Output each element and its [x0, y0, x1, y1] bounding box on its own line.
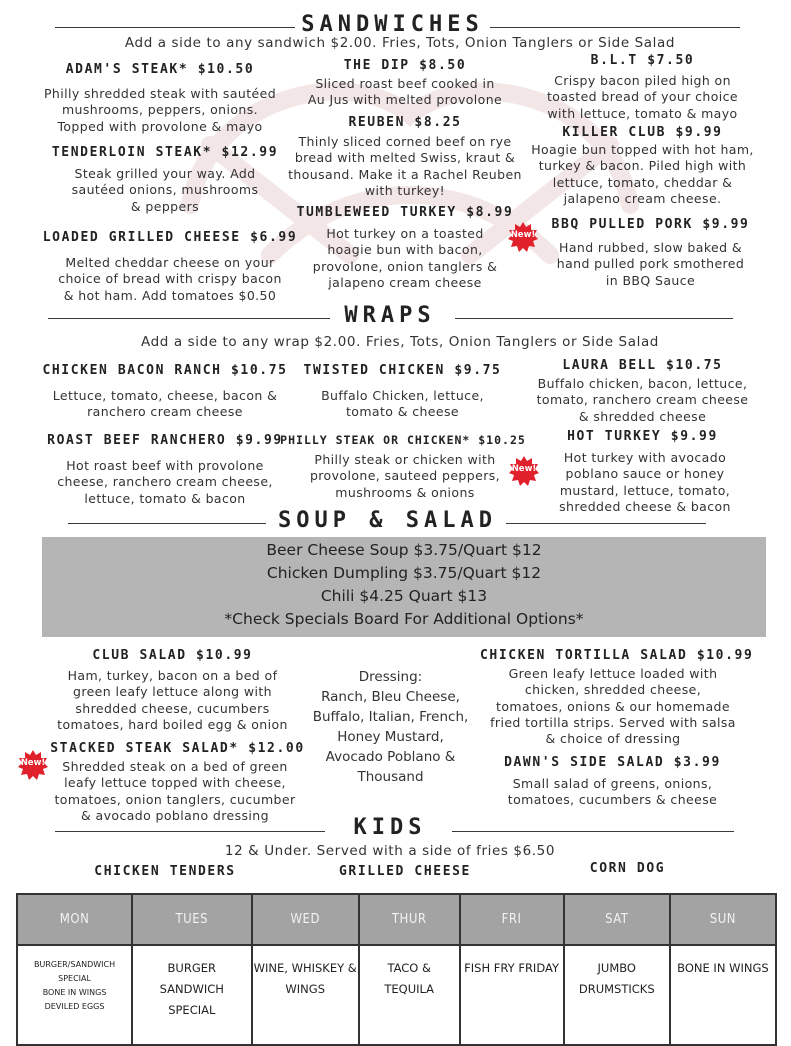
menu-item-description: Hot turkey on a toasted hoagie bun with bacon, provolone, onion tanglers & jalapeno cream cheese [312, 226, 498, 290]
menu-item-title: HOT TURKEY $9.99 [567, 429, 718, 444]
soup-note: *Check Specials Board For Additional Options* [224, 610, 584, 628]
section-heading-soup-salad: SOUP & SALAD [278, 508, 497, 533]
divider-line [55, 831, 325, 832]
wraps-subtitle: Add a side to any wrap $2.00. Fries, Tots, Onion Tanglers or Side Salad [141, 334, 659, 350]
menu-item-description: Sliced roast beef cooked in Au Jus with melted provolone [307, 76, 503, 108]
day-header: WED [252, 894, 359, 945]
day-header: MON [17, 894, 132, 945]
menu-item-description: Philly steak or chicken with provolone, sauteed peppers, mushrooms & onions [309, 452, 501, 500]
menu-item-description: Melted cheddar cheese on your choice of bread with crispy bacon & hot ham. Add tomatoes $0.50 [58, 255, 282, 303]
divider-line [55, 27, 295, 28]
special-cell: BURGER SANDWICH SPECIAL [132, 945, 251, 1045]
divider-line [506, 523, 706, 524]
menu-item-description: Thinly sliced corned beef on rye bread with melted Swiss, kraut & thousand. Make it a Rachel Reuben with turkey! [288, 134, 522, 198]
menu-item-title: LAURA BELL $10.75 [562, 358, 723, 373]
day-header: SAT [564, 894, 670, 945]
menu-item-description: Hand rubbed, slow baked & hand pulled pork smothered in BBQ Sauce [556, 240, 745, 288]
menu-item-title: DAWN'S SIDE SALAD $3.99 [504, 755, 721, 770]
menu-item-description: Small salad of greens, onions, tomatoes, cucumbers & cheese [507, 776, 718, 808]
menu-item-title: B.L.T $7.50 [590, 53, 695, 68]
new-badge: New! [18, 750, 48, 780]
menu-item-description: Crispy bacon piled high on toasted bread of your choice with lettuce, tomato & mayo [546, 73, 739, 121]
divider-line [490, 27, 740, 28]
menu-item-description: Shredded steak on a bed of green leafy lettuce topped with cheese, tomatoes, onion tanglers, cucumber & avocado poblano dressing [54, 759, 296, 823]
menu-item-title: THE DIP $8.50 [343, 58, 467, 73]
menu-item-title: REUBEN $8.25 [348, 115, 462, 130]
special-cell: FISH FRY FRIDAY [460, 945, 564, 1045]
kids-item: CORN DOG [589, 861, 666, 876]
section-heading-wraps: WRAPS [344, 303, 436, 328]
menu-item-title: CLUB SALAD $10.99 [92, 648, 253, 663]
menu-item-description: Hot turkey with avocado poblano sauce or honey mustard, lettuce, tomato, shredded cheese & bacon [559, 450, 731, 514]
menu-item-title: CHICKEN BACON RANCH $10.75 [42, 363, 288, 378]
kids-subtitle: 12 & Under. Served with a side of fries $6.50 [224, 843, 556, 859]
menu-item-title: TUMBLEWEED TURKEY $8.99 [296, 205, 514, 220]
soup-item: Chicken Dumpling $3.75/Quart $12 [266, 564, 542, 582]
kids-item: CHICKEN TENDERS [94, 864, 236, 879]
menu-item-description: Hot roast beef with provolone cheese, ranchero cream cheese, lettuce, tomato & bacon [57, 458, 273, 506]
menu-item-title: TWISTED CHICKEN $9.75 [303, 363, 502, 378]
menu-item-title: CHICKEN TORTILLA SALAD $10.99 [480, 648, 754, 663]
menu-item-title: STACKED STEAK SALAD* $12.00 [50, 741, 305, 756]
menu-item-description: Philly shredded steak with sautéed mushrooms, peppers, onions. Topped with provolone & mayo [43, 86, 277, 134]
section-heading-kids: KIDS [353, 815, 427, 840]
sandwiches-subtitle: Add a side to any sandwich $2.00. Fries, Tots, Onion Tanglers or Side Salad [124, 35, 676, 51]
special-cell: JUMBO DRUMSTICKS [564, 945, 670, 1045]
kids-item: GRILLED CHEESE [339, 864, 471, 879]
special-cell: BONE IN WINGS [670, 945, 776, 1045]
menu-item-title: BBQ PULLED PORK $9.99 [551, 217, 750, 232]
menu-item-description: Steak grilled your way. Add sautéed onions, mushrooms & peppers [71, 166, 259, 214]
menu-item-title: LOADED GRILLED CHEESE $6.99 [42, 230, 298, 245]
special-cell: TACO & TEQUILA [359, 945, 460, 1045]
menu-item-description: Lettuce, tomato, cheese, bacon & ranchero cream cheese [52, 388, 278, 420]
dressing-list: Dressing: Ranch, Bleu Cheese, Buffalo, Italian, French, Honey Mustard, Avocado Poblano & Thousand [312, 669, 469, 785]
menu-item-title: ADAM'S STEAK* $10.50 [65, 62, 255, 77]
menu-item-title: TENDERLOIN STEAK* $12.99 [51, 145, 279, 160]
menu-item-description: Hoagie bun topped with hot ham, turkey & bacon. Piled high with lettuce, tomato, cheddar & jalapeno cream cheese. [531, 142, 754, 206]
soup-item: Chili $4.25 Quart $13 [320, 587, 488, 605]
table-row [17, 945, 776, 1045]
divider-line [452, 831, 734, 832]
menu-item-description: Buffalo Chicken, lettuce, tomato & cheese [321, 388, 484, 420]
daily-specials-table [16, 893, 777, 1046]
new-badge: New! [509, 456, 539, 486]
menu-item-title: KILLER CLUB $9.99 [562, 125, 723, 140]
day-header: FRI [460, 894, 564, 945]
day-header: SUN [670, 894, 776, 945]
menu-item-title: ROAST BEEF RANCHERO $9.99 [47, 433, 283, 448]
menu-item-title: PHILLY STEAK OR CHICKEN* $10.25 [280, 433, 526, 447]
special-cell: WINE, WHISKEY & WINGS [252, 945, 359, 1045]
section-heading-sandwiches: SANDWICHES [301, 12, 484, 37]
soup-item: Beer Cheese Soup $3.75/Quart $12 [266, 541, 542, 559]
menu-item-description: Ham, turkey, bacon on a bed of green leafy lettuce along with shredded cheese, cucumbers tomatoes, hard boiled egg & onion [57, 668, 288, 732]
soup-specials-box [42, 537, 766, 637]
divider-line [48, 318, 330, 319]
menu-item-description: Buffalo chicken, bacon, lettuce, tomato, ranchero cream cheese & shredded cheese [536, 376, 749, 424]
day-header: THUR [359, 894, 460, 945]
menu-item-description: Green leafy lettuce loaded with chicken, shredded cheese, tomatoes, onions & our homemade fried tortilla strips. Served with salsa & choice of dressing [490, 666, 736, 747]
special-cell: BURGER/SANDWICH SPECIAL BONE IN WINGS DEVILED EGGS [17, 945, 132, 1045]
new-badge: New! [508, 222, 538, 252]
divider-line [455, 318, 733, 319]
divider-line [68, 523, 266, 524]
table-header-row [17, 894, 776, 945]
day-header: TUES [132, 894, 251, 945]
